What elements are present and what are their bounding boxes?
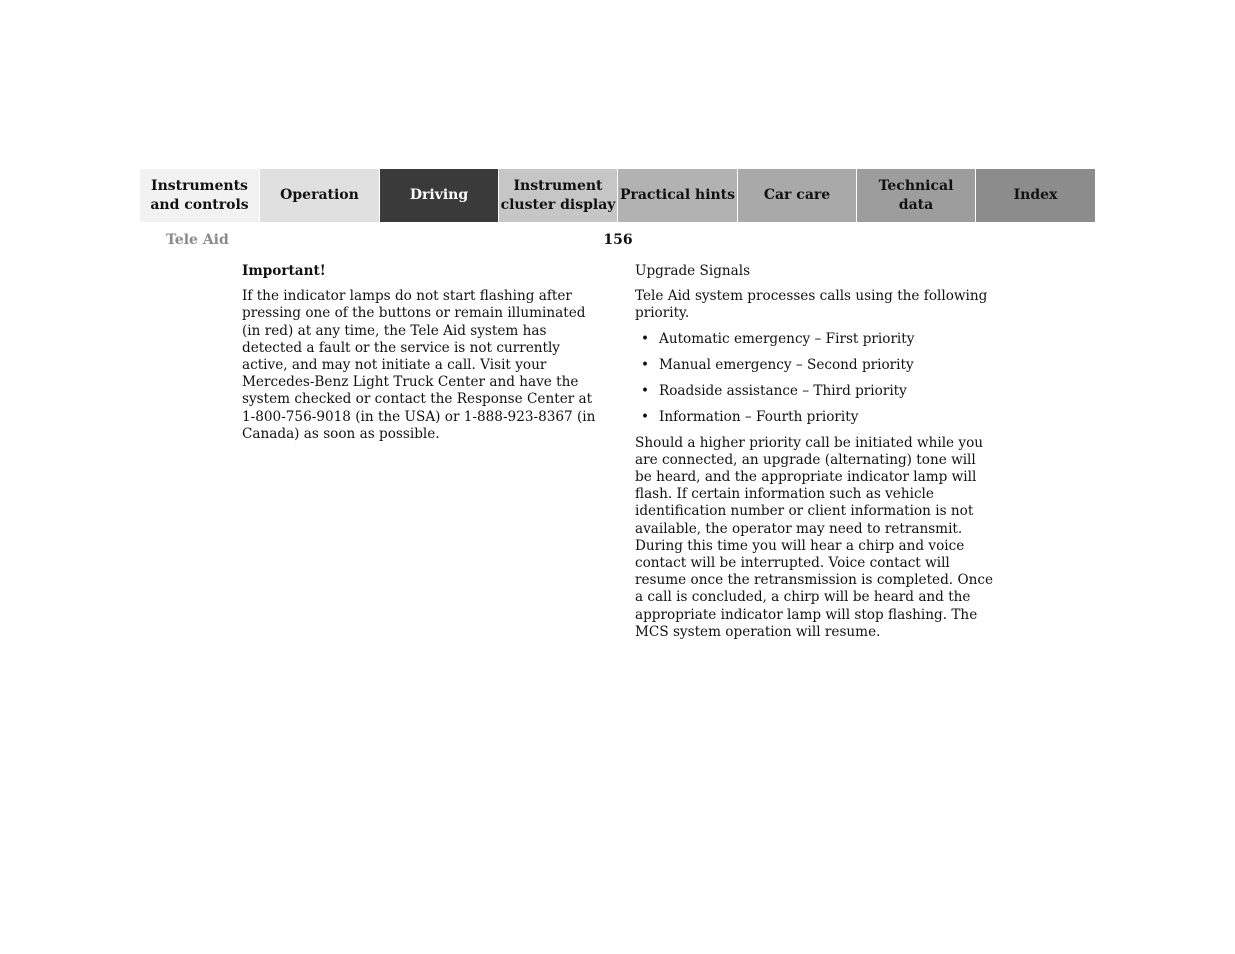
tab-label: Driving [409, 187, 469, 203]
tab-label: Instruments and controls [150, 177, 249, 213]
tab-car-care[interactable] [738, 169, 857, 222]
tab-driving[interactable] [380, 169, 499, 222]
list-item [635, 409, 995, 426]
list-item-text: Manual emergency – Second priority [659, 356, 914, 373]
list-item [635, 383, 995, 400]
upgrade-signals-heading: Upgrade Signals [635, 263, 751, 279]
page-number: 156 [603, 232, 633, 248]
tab-label: Practical hints [619, 187, 736, 203]
bullet-icon: • [641, 330, 650, 347]
bullet-icon: • [641, 408, 650, 425]
tab-label: Instrument cluster display [500, 177, 616, 213]
list-item-text: Roadside assistance – Third priority [659, 382, 907, 399]
tab-practical-hints[interactable] [618, 169, 738, 222]
tab-label: Technical data [878, 177, 954, 213]
priority-list [635, 331, 995, 426]
list-item [635, 331, 995, 348]
bullet-icon: • [641, 356, 650, 373]
tab-label: Operation [280, 187, 359, 203]
chapter-tab-bar [140, 169, 1095, 222]
tab-technical-data[interactable] [857, 169, 976, 222]
tab-label: Car care [763, 187, 831, 203]
priority-intro-paragraph: Tele Aid system processes calls using the following priority. [635, 288, 988, 322]
important-heading: Important! [242, 263, 326, 279]
tab-operation[interactable] [260, 169, 380, 222]
section-title: Tele Aid [166, 232, 229, 248]
right-column [635, 263, 995, 649]
list-item-text: Information – Fourth priority [659, 408, 859, 425]
important-paragraph: If the indicator lamps do not start flashing after pressing one of the buttons or remain illuminated (in red) at any time, the Tele Aid system has detected a fault or the service is not currently active, and may not initiate a call. Visit your Mercedes-Benz Light Truck Center and have the system checked or contact the Response Center at 1-800-756-9018 (in the USA) or 1-888-923-8367 (in Canada) as soon as possible. [242, 288, 596, 442]
tab-instrument-cluster-display[interactable] [499, 169, 618, 222]
bullet-icon: • [641, 382, 650, 399]
list-item-text: Automatic emergency – First priority [659, 330, 915, 347]
left-column [242, 263, 604, 451]
tab-instruments-and-controls[interactable] [140, 169, 260, 222]
upgrade-paragraph: Should a higher priority call be initiated while you are connected, an upgrade (alternating) tone will be heard, and the appropriate indicator lamp will flash. If certain information such as vehicle identification number or client information is not available, the operator may need to retransmit. During this time you will hear a chirp and voice contact will be interrupted. Voice contact will resume once the retransmission is completed. Once a call is concluded, a chirp will be heard and the appropriate indicator lamp will stop flashing. The MCS system operation will resume. [635, 434, 994, 640]
tab-index[interactable] [976, 169, 1095, 222]
list-item [635, 357, 995, 374]
tab-label: Index [1013, 187, 1058, 203]
